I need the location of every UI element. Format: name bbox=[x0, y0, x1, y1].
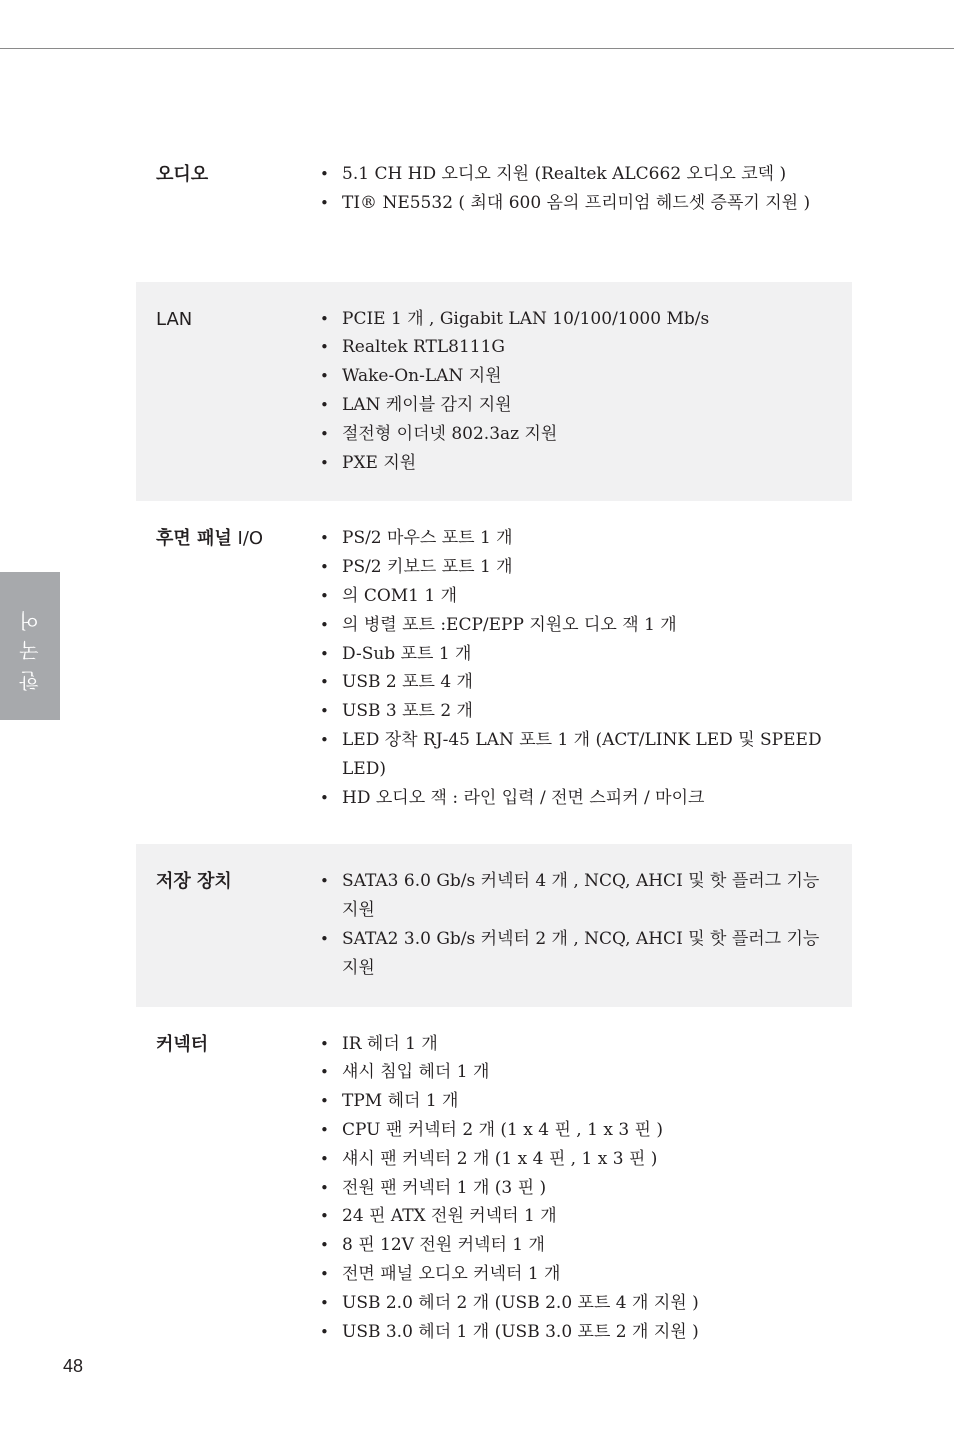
list-item: • 전면 패널 오디오 커넥터 1 개 bbox=[302, 1260, 822, 1289]
list-item: • USB 2 포트 4 개 bbox=[302, 668, 822, 697]
list-item: • PXE 지원 bbox=[302, 449, 822, 478]
spec-row-connectors bbox=[136, 1007, 852, 1367]
spec-row-audio bbox=[136, 150, 852, 234]
list-item: • TI® NE5532 ( 최대 600 옴의 프리미엄 헤드셋 증폭기 지원 ) bbox=[302, 189, 822, 218]
list-item: • SATA3 6.0 Gb/s 커넥터 4 개 , NCQ, AHCI 및 핫 플러그 기능 지원 bbox=[302, 867, 822, 925]
list-item: • 5.1 CH HD 오디오 지원 (Realtek ALC662 오디오 코덱 ) bbox=[302, 160, 822, 189]
list-item: • 의 COM1 1 개 bbox=[302, 582, 822, 611]
list-item: • 24 핀 ATX 전원 커넥터 1 개 bbox=[302, 1202, 822, 1231]
list-item: • Wake-On-LAN 지원 bbox=[302, 362, 822, 391]
spec-label-lan bbox=[136, 305, 302, 478]
spec-label-connectors bbox=[136, 1030, 302, 1347]
list-item: • D-Sub 포트 1 개 bbox=[302, 640, 822, 669]
list-item: • USB 2.0 헤더 2 개 (USB 2.0 포트 4 개 지원 ) bbox=[302, 1289, 822, 1318]
spec-label-rear-panel-io bbox=[136, 524, 302, 812]
spec-list-audio bbox=[302, 160, 822, 218]
spec-row-storage bbox=[136, 844, 852, 1006]
list-item: • LED 장착 RJ-45 LAN 포트 1 개 (ACT/LINK LED 및 SPEED LED) bbox=[302, 726, 822, 784]
spec-label-suffix: I/O bbox=[231, 528, 264, 550]
side-tab-label: 한국어 bbox=[18, 601, 43, 691]
list-item: • TPM 헤더 1 개 bbox=[302, 1087, 822, 1116]
list-item: • 의 병렬 포트 :ECP/EPP 지원오 디오 잭 1 개 bbox=[302, 611, 822, 640]
list-item: • SATA2 3.0 Gb/s 커넥터 2 개 , NCQ, AHCI 및 핫 플러그 기능 지원 bbox=[302, 925, 822, 983]
list-item: • 8 핀 12V 전원 커넥터 1 개 bbox=[302, 1231, 822, 1260]
spec-label-text: 저장 장치 bbox=[156, 871, 232, 893]
list-item: • Realtek RTL8111G bbox=[302, 333, 822, 362]
spec-list-connectors bbox=[302, 1030, 822, 1347]
list-item: • HD 오디오 잭 : 라인 입력 / 전면 스피커 / 마이크 bbox=[302, 784, 822, 813]
spec-list-rear-panel-io bbox=[302, 524, 822, 812]
specification-table bbox=[136, 150, 852, 1366]
list-item: • 절전형 이더넷 802.3az 지원 bbox=[302, 420, 822, 449]
spec-row-lan bbox=[136, 282, 852, 502]
list-item: • PS/2 키보드 포트 1 개 bbox=[302, 553, 822, 582]
spec-label-text: 오디오 bbox=[156, 164, 209, 185]
list-item: • USB 3 포트 2 개 bbox=[302, 697, 822, 726]
list-item: • PCIE 1 개 , Gigabit LAN 10/100/1000 Mb/s bbox=[302, 305, 822, 334]
page-number: 48 bbox=[63, 1356, 84, 1376]
list-item: • IR 헤더 1 개 bbox=[302, 1030, 822, 1059]
spec-label-suffix: LAN bbox=[156, 308, 193, 330]
list-item: • PS/2 마우스 포트 1 개 bbox=[302, 524, 822, 553]
list-item: • 전원 팬 커넥터 1 개 (3 핀 ) bbox=[302, 1174, 822, 1203]
list-item: • CPU 팬 커넥터 2 개 (1 x 4 핀 , 1 x 3 핀 ) bbox=[302, 1116, 822, 1145]
spec-list-lan bbox=[302, 305, 822, 478]
spec-list-storage bbox=[302, 867, 822, 982]
list-item: • LAN 케이블 감지 지원 bbox=[302, 391, 822, 420]
spec-row-rear-panel-io bbox=[136, 501, 852, 834]
spec-label-text: 후면 패널 bbox=[156, 528, 232, 550]
spec-label-text: 커넥터 bbox=[156, 1033, 209, 1055]
list-item: • USB 3.0 헤더 1 개 (USB 3.0 포트 2 개 지원 ) bbox=[302, 1318, 822, 1347]
header-rule bbox=[0, 48, 954, 49]
list-item: • 섀시 팬 커넥터 2 개 (1 x 4 핀 , 1 x 3 핀 ) bbox=[302, 1145, 822, 1174]
spec-label-audio bbox=[136, 160, 302, 218]
language-side-tab bbox=[0, 572, 60, 720]
spec-label-storage bbox=[136, 867, 302, 982]
list-item: • 섀시 침입 헤더 1 개 bbox=[302, 1058, 822, 1087]
